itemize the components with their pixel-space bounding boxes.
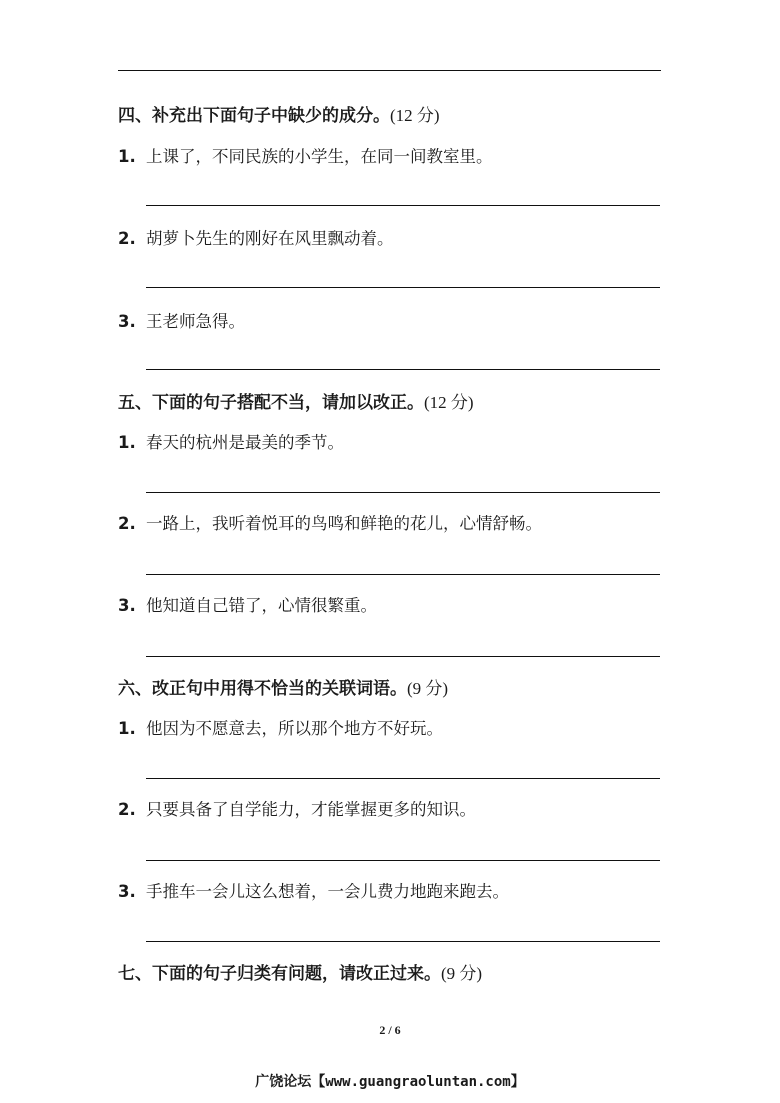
answer-line[interactable] xyxy=(146,287,660,288)
page-number: 2 / 6 xyxy=(379,1023,401,1037)
question-text: 手推车一会儿这么想着，一会儿费力地跑来跑去。 xyxy=(146,882,509,901)
question-text: 上课了，不同民族的小学生，在同一间教室里。 xyxy=(146,147,493,166)
section-title xyxy=(118,678,448,700)
answer-line[interactable] xyxy=(146,574,660,575)
question-text: 胡萝卜先生的刚好在风里飘动着。 xyxy=(146,229,394,248)
answer-line[interactable] xyxy=(146,369,660,370)
question-item xyxy=(118,799,476,821)
section-title-text: 六、改正句中用得不恰当的关联词语。 xyxy=(118,679,407,699)
question-item xyxy=(118,228,394,250)
section-title-text: 七、下面的句子归类有问题，请改正过来。 xyxy=(118,964,441,984)
answer-line[interactable] xyxy=(146,656,660,657)
section-title xyxy=(118,963,482,985)
answer-line xyxy=(118,70,661,71)
answer-line[interactable] xyxy=(146,778,660,779)
section-points: (12 分) xyxy=(424,393,474,412)
question-number: 1. xyxy=(118,147,136,166)
question-item xyxy=(118,718,443,740)
question-text: 他因为不愿意去，所以那个地方不好玩。 xyxy=(146,719,443,738)
section-title xyxy=(118,392,474,414)
answer-line[interactable] xyxy=(146,205,660,206)
question-number: 3. xyxy=(118,882,136,901)
question-item xyxy=(118,311,245,333)
question-item xyxy=(118,432,344,454)
section-title-text: 四、补充出下面句子中缺少的成分。 xyxy=(118,106,390,126)
question-number: 2. xyxy=(118,514,136,533)
question-text: 他知道自己错了，心情很繁重。 xyxy=(146,596,377,615)
question-number: 3. xyxy=(118,312,136,331)
answer-line[interactable] xyxy=(146,941,660,942)
question-number: 2. xyxy=(118,229,136,248)
question-item xyxy=(118,513,542,535)
question-text: 一路上，我听着悦耳的鸟鸣和鲜艳的花儿，心情舒畅。 xyxy=(146,514,542,533)
question-text: 只要具备了自学能力，才能掌握更多的知识。 xyxy=(146,800,476,819)
question-number: 3. xyxy=(118,596,136,615)
answer-line[interactable] xyxy=(146,492,660,493)
question-number: 1. xyxy=(118,433,136,452)
question-text: 王老师急得。 xyxy=(146,312,245,331)
question-number: 2. xyxy=(118,800,136,819)
question-number: 1. xyxy=(118,719,136,738)
section-points: (9 分) xyxy=(441,964,483,983)
question-item xyxy=(118,881,509,903)
section-points: (12 分) xyxy=(390,106,440,125)
section-title xyxy=(118,105,440,127)
question-item xyxy=(118,595,377,617)
section-title-text: 五、下面的句子搭配不当，请加以改正。 xyxy=(118,393,424,413)
answer-line[interactable] xyxy=(146,860,660,861)
footer-watermark: 广饶论坛【www.guangraoluntan.com】 xyxy=(255,1074,525,1090)
section-points: (9 分) xyxy=(407,679,449,698)
question-text: 春天的杭州是最美的季节。 xyxy=(146,433,344,452)
question-item xyxy=(118,146,493,168)
